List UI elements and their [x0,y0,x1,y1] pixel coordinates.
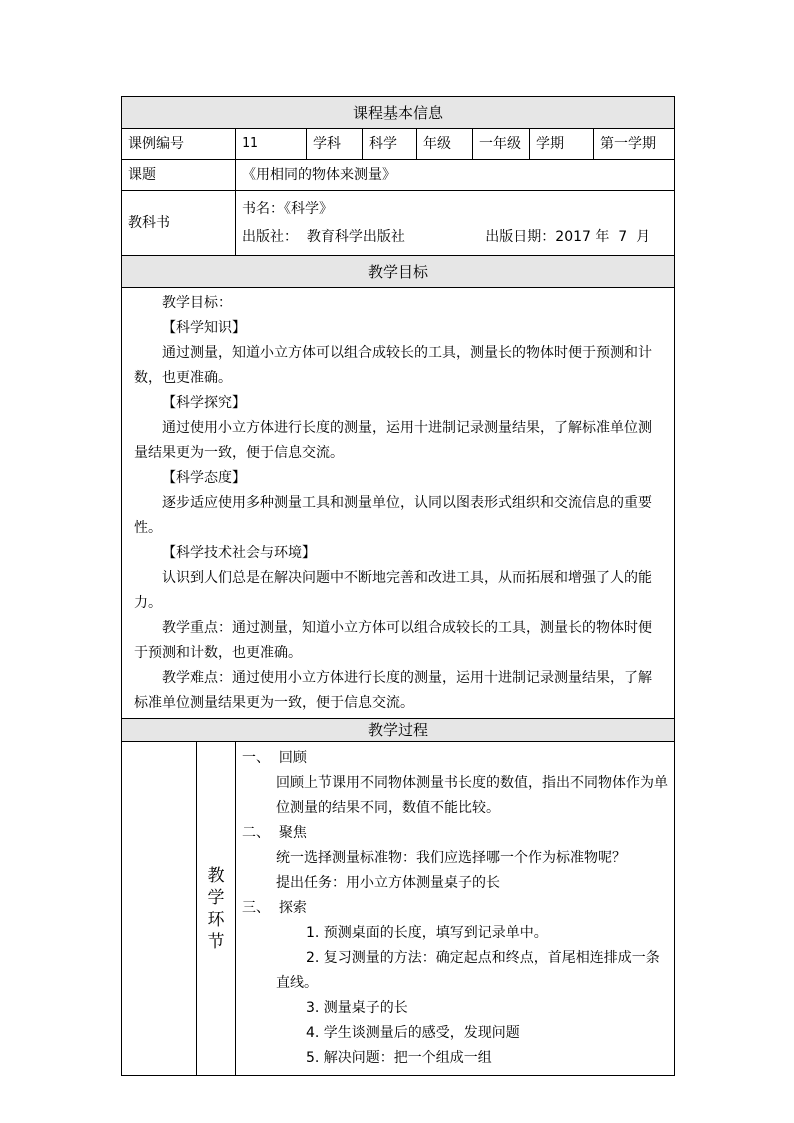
explore-step-1: 1. 预测桌面的长度，填写到记录单中。 [306,925,548,941]
key-point-text: 教学重点：通过测量，知道小立方体可以组合成较长的工具，测量长的物体时便于预测和计数，也更准确。 [134,620,652,661]
heading-stse: 【科学技术社会与环境】 [162,545,316,561]
explore-step-4: 4. 学生谈测量后的感受，发现问题 [306,1025,520,1041]
explore-step-3: 3. 测量桌子的长 [306,1000,408,1016]
section-focus-line1: 统一选择测量标准物：我们应选择哪一个作为标准物呢？ [276,850,626,866]
grade-value: 一年级 [473,129,530,160]
objectives-header: 教学目标 [122,256,675,288]
grade-label: 年级 [417,129,473,160]
explore-step-2: 2. 复习测量的方法：确定起点和终点，首尾相连排成一条直线。 [276,950,660,991]
section-focus-title: 二、 聚焦 [242,825,307,841]
section-review-text: 回顾上节课用不同物体测量书长度的数值，指出不同物体作为单位测量的结果不同，数值不能比较。 [276,775,668,816]
publisher: 出版社： 教育科学出版社 [242,229,405,245]
subject-value: 科学 [363,129,417,160]
subject-label: 学科 [307,129,363,160]
publication-date: 出版日期：2017 年 7 月 [485,229,651,245]
book-name: 书名：《科学》 [242,201,333,217]
section-focus-line2: 提出任务：用小立方体测量桌子的长 [276,875,500,891]
topic-value: 《用相同的物体来测量》 [236,160,675,191]
science-attitude-text: 逐步适应使用多种测量工具和测量单位，认同以图表形式组织和交流信息的重要性。 [134,495,652,536]
lesson-no-value: 11 [236,129,307,160]
section-explore-title: 三、 探索 [242,900,307,916]
objectives-body [122,288,675,719]
objectives-intro: 教学目标： [162,295,232,311]
textbook-label: 教科书 [122,191,236,256]
term-label: 学期 [530,129,594,160]
stse-text: 认识到人们总是在解决问题中不断地完善和改进工具，从而拓展和增强了人的能力。 [134,570,652,611]
process-header: 教学过程 [122,719,675,742]
lesson-table [121,96,675,1076]
publisher-line [242,223,668,251]
science-knowledge-text: 通过测量，知道小立方体可以组合成较长的工具，测量长的物体时便于预测和计数，也更准确。 [134,345,652,386]
process-side-label: 教学环节 [207,865,225,952]
science-inquiry-text: 通过使用小立方体进行长度的测量，运用十进制记录测量结果，了解标准单位测量结果更为一致，便于信息交流。 [134,420,652,461]
explore-step-5: 5. 解决问题：把一个组成一组 [306,1050,492,1066]
heading-science-knowledge: 【科学知识】 [162,320,246,336]
section-review-title: 一、 回顾 [242,750,307,766]
term-value: 第一学期 [594,129,675,160]
textbook-info [236,191,675,256]
process-content [236,742,675,1076]
process-left-blank [122,742,197,1076]
heading-science-inquiry: 【科学探究】 [162,395,246,411]
difficulty-text: 教学难点：通过使用小立方体进行长度的测量，运用十进制记录测量结果，了解标准单位测量结果更为一致，便于信息交流。 [134,670,652,711]
lesson-no-label: 课例编号 [122,129,236,160]
topic-label: 课题 [122,160,236,191]
process-side-label-cell [197,742,236,1076]
basic-info-header: 课程基本信息 [122,97,675,129]
heading-science-attitude: 【科学态度】 [162,470,246,486]
lesson-plan [121,96,674,1076]
